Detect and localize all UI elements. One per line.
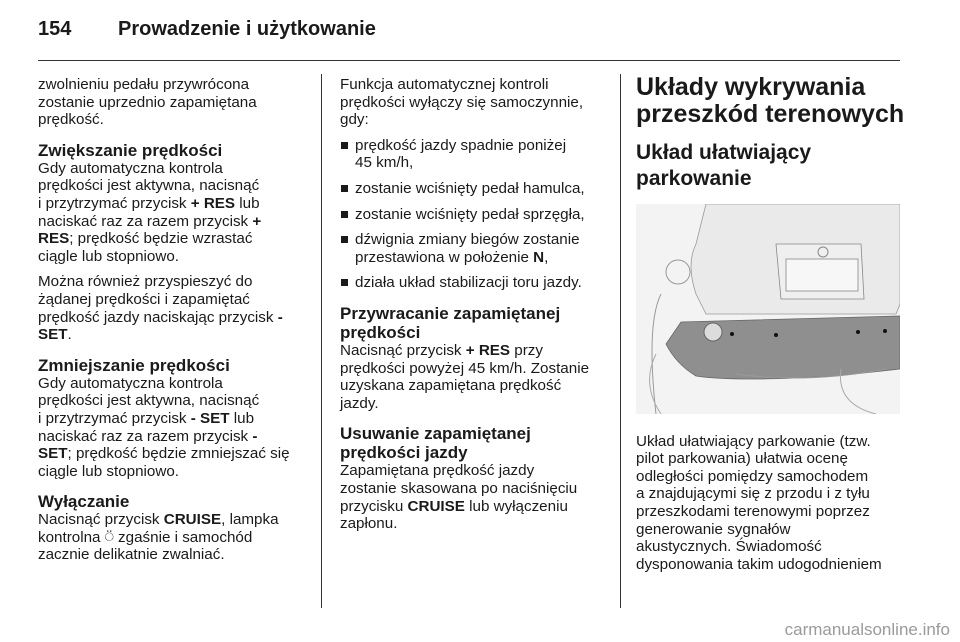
chapter-heading (636, 73, 905, 128)
text-run: ciągle lub stopniowo. (38, 462, 179, 480)
text-run: zostanie skasowana po naciśnięciu (340, 479, 578, 497)
paragraph (340, 76, 615, 129)
text-run: zgaśnie i samochód (113, 528, 253, 546)
text-run: Nacisnąć przycisk (38, 511, 164, 529)
paragraph (38, 76, 318, 129)
text-line (38, 291, 318, 309)
text-line (38, 511, 318, 529)
section-heading (38, 492, 318, 511)
text-line (636, 140, 902, 166)
text-run: naciskać raz za razem przycisk (38, 427, 253, 445)
text-line (355, 137, 615, 155)
text-line (636, 503, 902, 521)
text-line (355, 206, 615, 224)
text-line (38, 248, 318, 266)
text-run: prędkości jazdy (340, 443, 468, 463)
text-line (340, 94, 615, 112)
text-line (38, 111, 318, 129)
text-run: przycisku (340, 497, 408, 515)
text-run: generowanie sygnałów (636, 520, 791, 538)
text-line (340, 443, 615, 462)
text-run: a znajdującymi się z przodu i z tyłu (636, 485, 870, 503)
text-run: Układ ułatwiający parkowanie (tzw. (636, 432, 871, 450)
text-run: jazdy. (340, 394, 379, 412)
text-run: i przytrzymać przycisk (38, 194, 191, 212)
text-line (636, 468, 902, 486)
text-line (340, 323, 615, 342)
text-line (636, 74, 902, 101)
text-run: prędkości powyżej 45 km/h. Zostanie (340, 359, 590, 377)
text-run: Można również przyspieszyć do (38, 273, 253, 291)
text-run: przeszkód terenowych (636, 100, 905, 128)
text-run: lub (229, 409, 255, 427)
parking-sensor-illustration (636, 204, 900, 414)
text-line (636, 100, 905, 128)
column-divider (321, 74, 322, 608)
text-line (38, 428, 318, 446)
text-run: zwolnieniu pedału przywrócona (38, 76, 250, 93)
text-line (355, 249, 615, 267)
text-run: zostanie wciśnięty pedał sprzęgła, (355, 205, 585, 223)
text-line (38, 177, 318, 195)
text-line (340, 424, 615, 443)
text-run: Gdy automatyczna kontrola (38, 159, 223, 177)
text-line (636, 538, 902, 556)
text-run: ciągle lub stopniowo. (38, 247, 179, 265)
header-divider (38, 60, 900, 61)
text-run: zostanie wciśnięty pedał hamulca, (355, 179, 585, 197)
paragraph (38, 273, 318, 343)
text-run: prędkości (340, 322, 421, 342)
text-run: Zmniejszanie prędkości (38, 355, 230, 375)
text-run: , (544, 248, 549, 266)
bullet-item (340, 137, 615, 172)
column-3 (636, 72, 905, 581)
text-line (340, 395, 615, 413)
paragraph (38, 511, 318, 564)
text-run: przy (510, 341, 543, 359)
text-line (38, 230, 318, 248)
text-run: CRUISE (163, 511, 222, 529)
text-run: 45 km/h, (355, 154, 414, 172)
paragraph (340, 462, 615, 532)
bullet-item (340, 206, 615, 224)
text-line (340, 111, 615, 129)
text-line (340, 498, 615, 516)
text-run: zapłonu. (340, 515, 398, 533)
text-run: przeszkodami terenowymi poprzez (636, 502, 870, 520)
text-run: prędkości jest aktywna, nacisnąć (38, 177, 260, 195)
text-line (38, 273, 318, 291)
text-line (355, 180, 615, 198)
paragraph (38, 160, 318, 266)
text-line (38, 160, 318, 178)
text-line (340, 480, 615, 498)
bullet-item (340, 180, 615, 198)
text-run: zacznie delikatnie zwalniać. (38, 546, 225, 564)
text-line (636, 485, 902, 503)
text-run: Zwiększanie prędkości (38, 140, 223, 160)
text-run: żądanej prędkości i zapamiętać (38, 290, 250, 308)
text-line (38, 356, 318, 375)
text-run: CRUISE (407, 497, 465, 515)
text-run: Funkcja automatycznej kontroli (340, 76, 549, 93)
text-line (38, 463, 318, 481)
text-line (38, 76, 318, 94)
column-2 (340, 76, 615, 541)
text-run: SET (38, 445, 68, 463)
text-run: lub wyłączeniu (464, 497, 568, 515)
section-heading (340, 304, 615, 342)
text-run: kontrolna (38, 528, 105, 546)
text-run: gdy: (340, 111, 369, 129)
text-run: - (277, 308, 283, 326)
text-line (636, 433, 902, 451)
text-run: - (252, 427, 258, 445)
section-heading (340, 424, 615, 462)
text-line (340, 342, 615, 360)
text-run: dźwignia zmiany biegów zostanie (355, 231, 580, 249)
text-run: odległości pomiędzy samochodem (636, 467, 869, 485)
text-line (340, 377, 615, 395)
text-run: dysponowania takim udogodnieniem (636, 555, 882, 573)
watermark: carmanualsonline.info (784, 620, 950, 639)
text-run: + RES (465, 341, 511, 359)
text-run: , lampka (221, 511, 279, 529)
text-run: i przytrzymać przycisk (38, 409, 191, 427)
text-run: Gdy automatyczna kontrola (38, 374, 223, 392)
text-line (340, 304, 615, 323)
text-line (38, 326, 318, 344)
text-line (340, 76, 615, 94)
text-run: Wyłączanie (38, 492, 130, 512)
text-run: prędkość jazdy spadnie poniżej (355, 136, 567, 154)
text-run: Nacisnąć przycisk (340, 341, 466, 359)
text-line (38, 492, 318, 511)
text-run: prędkość. (38, 111, 104, 129)
text-line (636, 556, 902, 574)
page-number: 154 (38, 18, 72, 40)
section-heading (38, 356, 318, 375)
text-run: RES (38, 230, 70, 248)
text-line (355, 154, 615, 172)
bullet-item (340, 274, 615, 292)
text-run: przestawiona w położenie (355, 248, 534, 266)
paragraph (340, 342, 615, 412)
text-line (636, 166, 902, 192)
text-run: uzyskana zapamiętana prędkość (340, 377, 562, 395)
text-run: działa układ stabilizacji toru jazdy. (355, 274, 582, 292)
text-line (38, 392, 318, 410)
text-line (38, 195, 318, 213)
text-line (38, 213, 318, 231)
text-line (38, 410, 318, 428)
cruise-control-lamp-icon: ⍥ (104, 528, 114, 546)
page-title: Prowadzenie i użytkowanie (118, 18, 376, 40)
paragraph (38, 375, 318, 481)
text-run: ; prędkość będzie wzrastać (69, 230, 253, 248)
text-line (38, 445, 318, 463)
text-run: Układ ułatwiający (636, 141, 812, 164)
text-line (38, 375, 318, 393)
text-run: ; prędkość będzie zmniejszać się (67, 445, 290, 463)
text-run: + (252, 212, 262, 230)
text-run: naciskać raz za razem przycisk (38, 212, 253, 230)
text-run: prędkość jazdy naciskając przycisk (38, 308, 278, 326)
bullet-item (340, 231, 615, 266)
text-run: - SET (190, 409, 230, 427)
text-run: . (67, 326, 72, 344)
column-1 (38, 76, 318, 572)
text-run: prędkości jest aktywna, nacisnąć (38, 392, 260, 410)
text-line (340, 462, 615, 480)
text-run: Zapamiętana prędkość jazdy (340, 462, 535, 480)
subsection-heading (636, 140, 902, 192)
text-run: zostanie uprzednio zapamiętana (38, 93, 257, 111)
text-line (636, 450, 902, 468)
text-run: Układy wykrywania (636, 73, 866, 101)
text-run: SET (38, 326, 68, 344)
text-line (38, 141, 318, 160)
text-run: Przywracanie zapamiętanej (340, 303, 561, 323)
text-run: pilot parkowania) ułatwia ocenę (636, 450, 848, 468)
text-run: akustycznych. Świadomość (636, 538, 822, 556)
text-run: + RES (190, 194, 236, 212)
text-line (636, 521, 902, 539)
text-run: parkowanie (636, 167, 752, 190)
paragraph (636, 433, 902, 574)
text-run: prędkości wyłączy się samoczynnie, (340, 93, 584, 111)
text-run: N (533, 248, 545, 266)
text-line (355, 274, 615, 292)
text-line (38, 309, 318, 327)
text-line (340, 360, 615, 378)
text-line (340, 515, 615, 533)
text-line (38, 546, 318, 564)
text-line (355, 231, 615, 249)
column-divider (620, 74, 621, 608)
text-run: lub (235, 194, 260, 212)
text-line (38, 94, 318, 112)
section-heading (38, 141, 318, 160)
text-line (38, 529, 318, 547)
text-run: Usuwanie zapamiętanej (340, 424, 531, 444)
